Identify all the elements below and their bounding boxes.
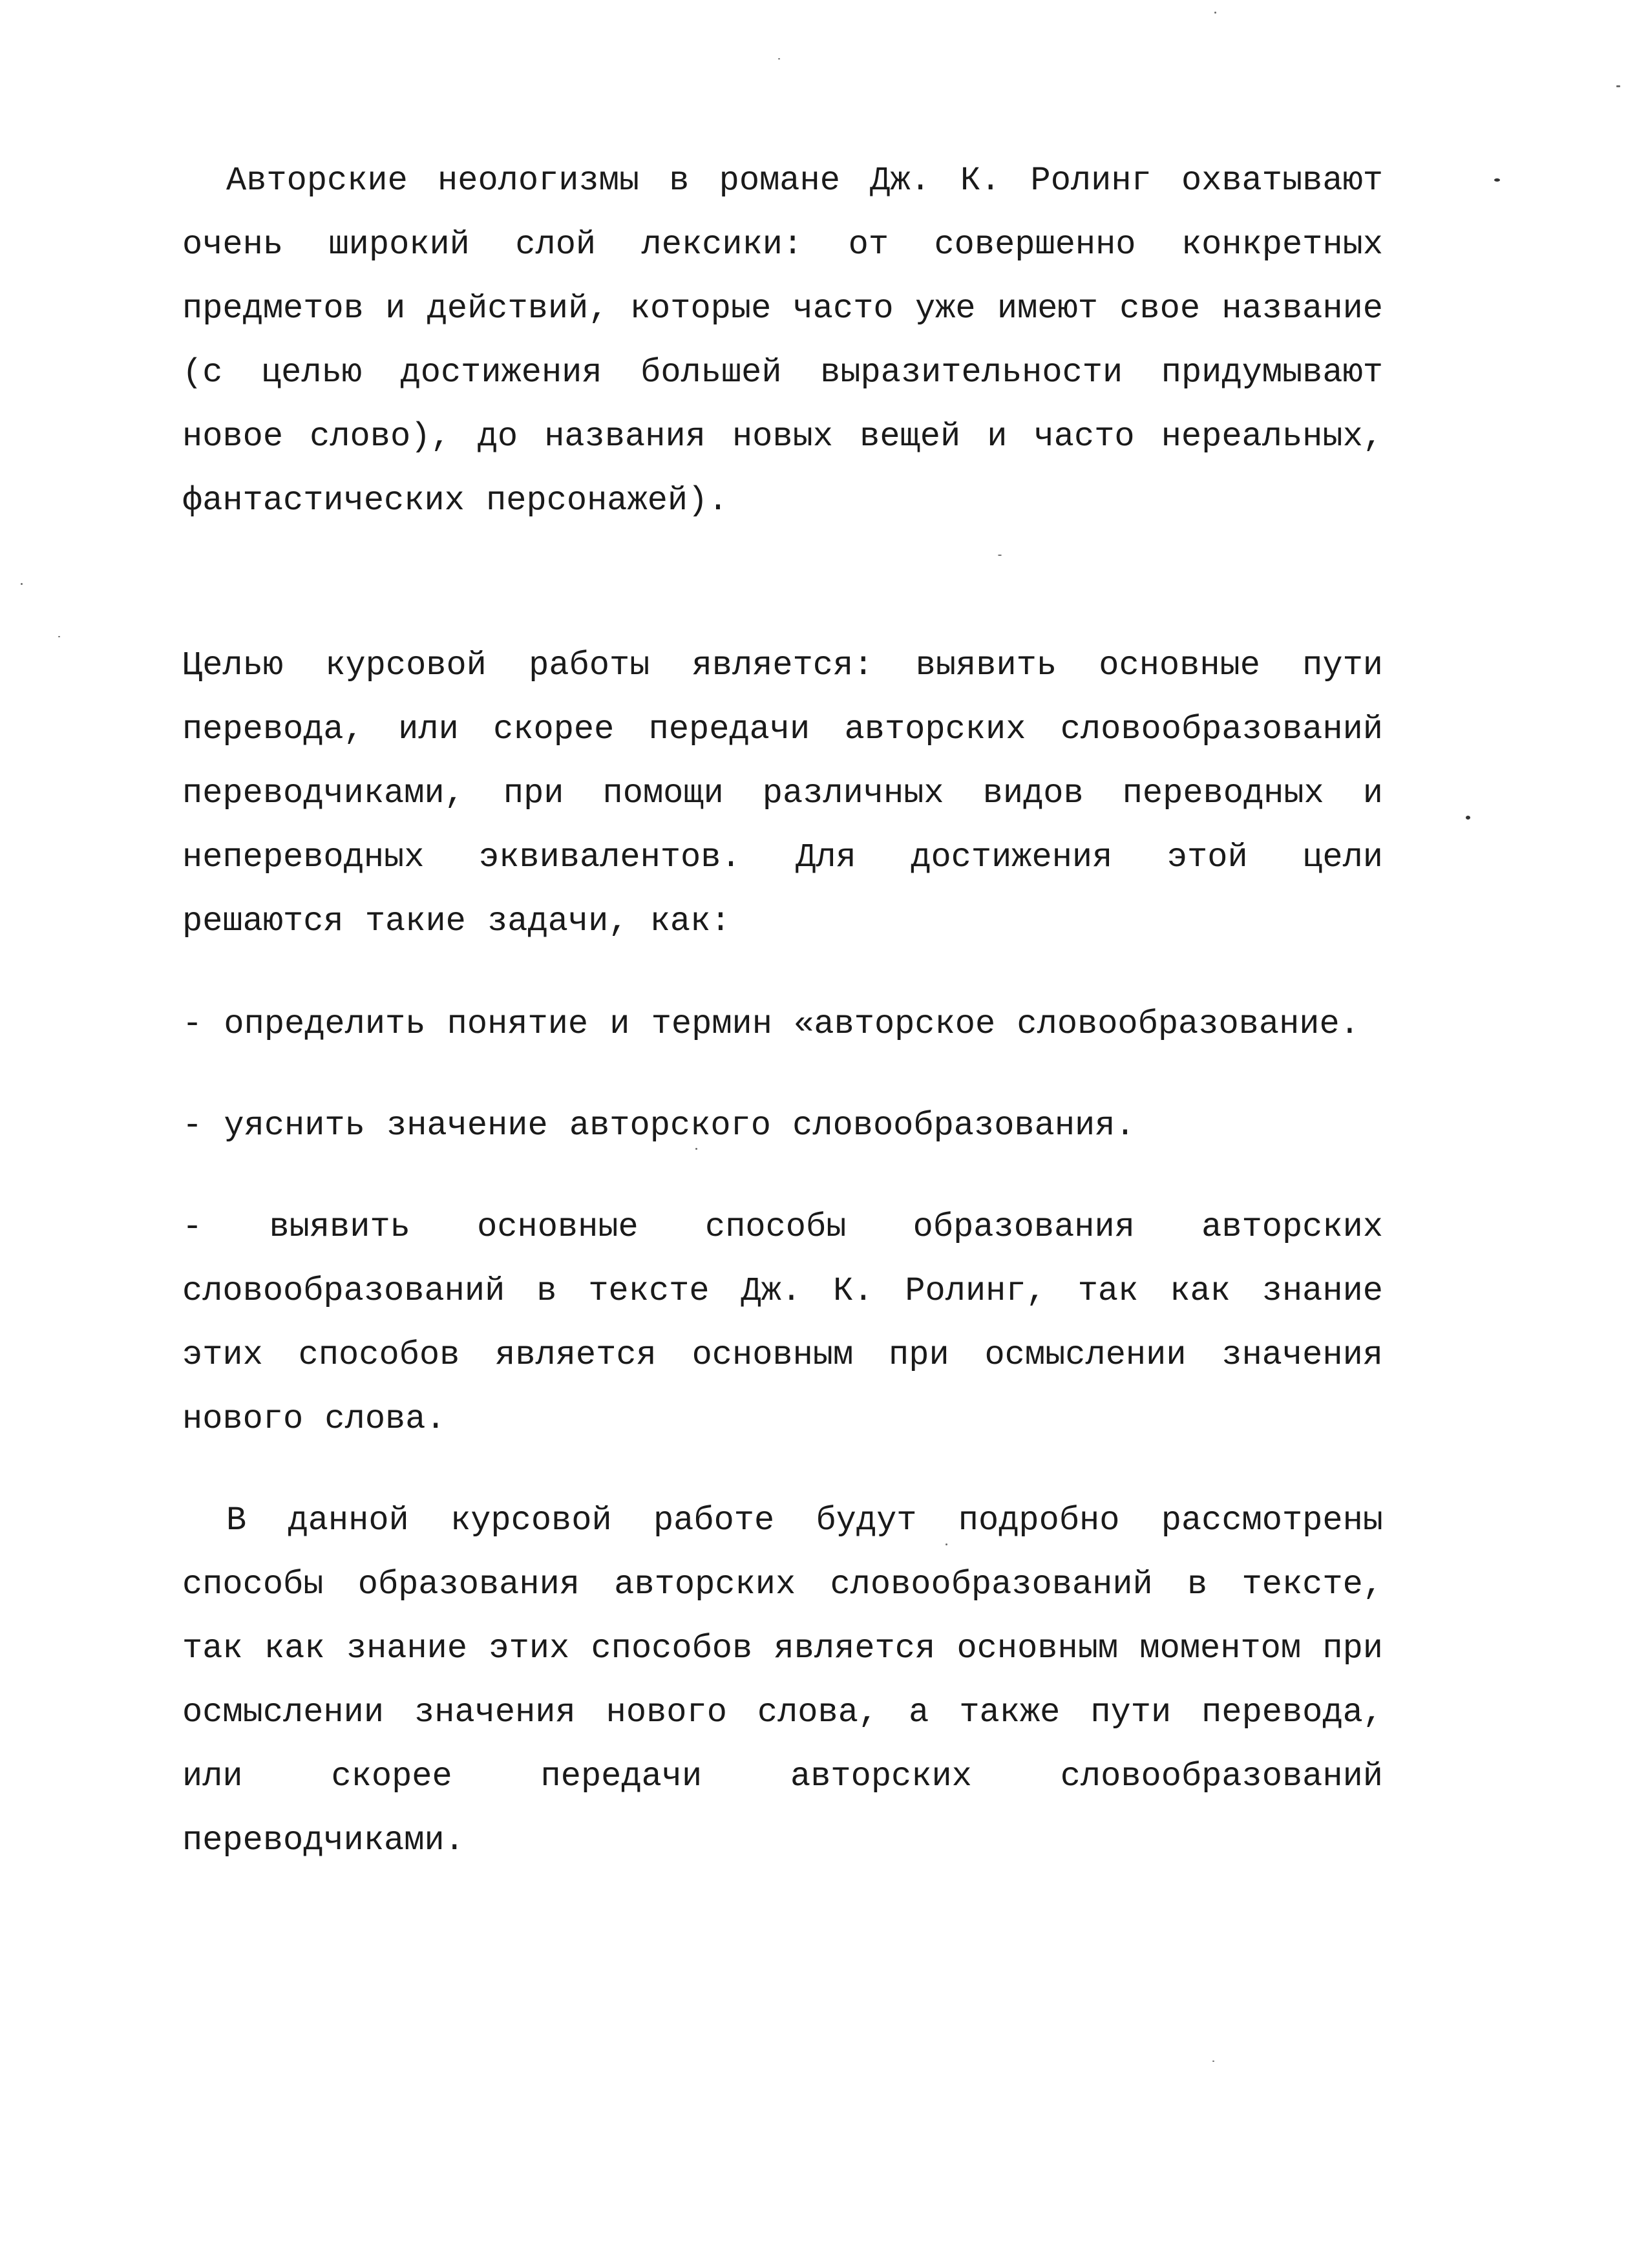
scan-speck <box>695 1148 697 1150</box>
intro-paragraph: Авторские неологизмы в романе Дж. К. Ролинг охватывают очень широкий слой лексики: от совершенно конкретных предметов и действий, которые часто уже имеют свое название (с целью достижения большей выразительности придумывают новое слово), до названия новых вещей и часто нереальных, фантастических персонажей). <box>182 162 1383 520</box>
summary-paragraph: В данной курсовой работе будут подробно рассмотрены способы образования авторских словообразований в тексте, так как знание этих способов является основным моментом при осмыслении значения нового слова, а также пути перевода, или скорее передачи авторских словообразований переводчиками. <box>182 1501 1383 1860</box>
text-column <box>182 149 1383 1872</box>
scan-speck <box>1466 816 1470 820</box>
scan-speck <box>21 583 23 585</box>
scan-speck <box>945 1543 947 1545</box>
scan-speck <box>778 58 780 59</box>
goal-paragraph: Целью курсовой работы является: выявить основные пути перевода, или скорее передачи авторских словообразований переводчиками, при помощи различных видов переводных и непереводных эквивалентов. Для достижения этой цели решаются такие задачи, как: <box>182 646 1383 940</box>
scan-speck <box>1212 2061 1214 2062</box>
scan-speck <box>998 555 1002 556</box>
task-item-meaning: - уяснить значение авторского словообразования. <box>182 1107 1136 1145</box>
scan-speck <box>1494 178 1500 182</box>
scan-speck <box>58 636 60 637</box>
scan-speck <box>1616 85 1620 87</box>
scan-speck <box>1214 12 1216 14</box>
task-item-define-term: - определить понятие и термин «авторское словообразование. <box>182 1005 1360 1043</box>
task-item-methods: - выявить основные способы образования авторских словообразований в тексте Дж. К. Ролинг, так как знание этих способов является основным при осмыслении значения нового слова. <box>182 1208 1383 1438</box>
